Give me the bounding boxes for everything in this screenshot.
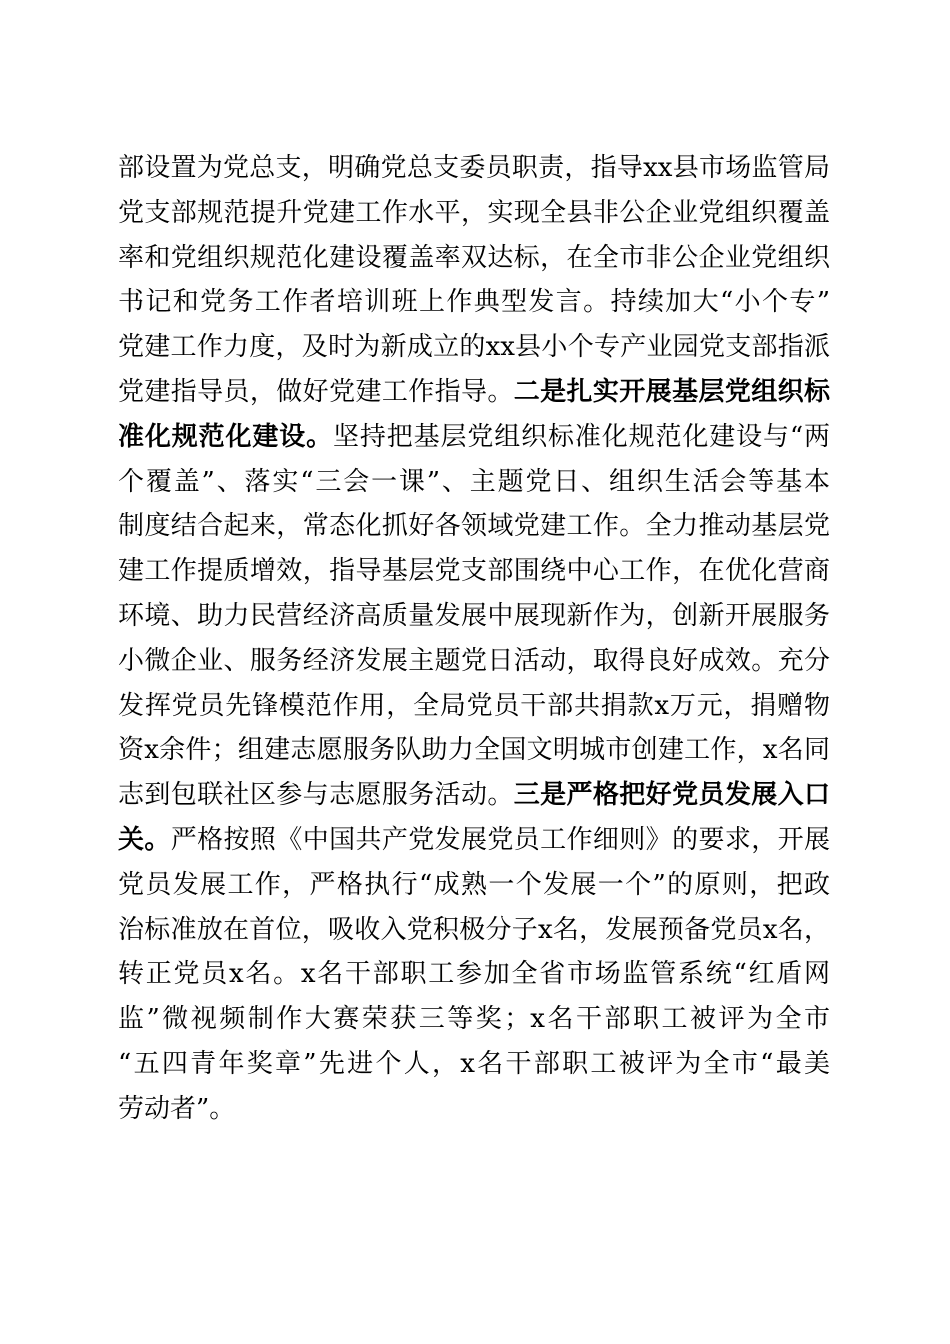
text-line bbox=[118, 1087, 830, 1132]
bold-heading-text: 关。 bbox=[118, 824, 171, 855]
body-text-segment: 书记和党务工作者培训班上作典型发言。持续加大“小个专” bbox=[118, 287, 830, 318]
text-line bbox=[118, 460, 830, 505]
text-line bbox=[118, 952, 830, 997]
body-text-segment: 资x余件；组建志愿服务队助力全国文明城市创建工作，x名同 bbox=[118, 735, 830, 766]
body-text-segment: 党建指导员，做好党建工作指导。 bbox=[118, 376, 514, 407]
text-line bbox=[118, 594, 830, 639]
bold-heading-text: 准化规范化建设。 bbox=[118, 421, 333, 452]
body-text-segment: 部设置为党总支，明确党总支委员职责，指导xx县市场监管局 bbox=[118, 153, 830, 183]
text-line bbox=[118, 818, 830, 863]
text-line bbox=[118, 370, 830, 415]
body-text-segment: 监”微视频制作大赛荣获三等奖；x名干部职工被评为全市 bbox=[118, 1004, 830, 1035]
body-text-segment: 个覆盖”、落实“三会一课”、主题党日、组织生活会等基本 bbox=[118, 466, 830, 497]
text-line bbox=[118, 639, 830, 684]
body-text-segment: 小微企业、服务经济发展主题党日活动，取得良好成效。充分 bbox=[118, 645, 830, 676]
text-line bbox=[118, 415, 830, 460]
text-line bbox=[118, 549, 830, 594]
text-line bbox=[118, 728, 830, 773]
text-line bbox=[118, 863, 830, 908]
body-text-segment: 发挥党员先锋模范作用，全局党员干部共捐款x万元，捐赠物 bbox=[118, 690, 830, 721]
text-line bbox=[118, 325, 830, 370]
text-line bbox=[118, 280, 830, 325]
body-text-segment: 环境、助力民营经济高质量发展中展现新作为，创新开展服务 bbox=[118, 600, 830, 631]
body-text-segment: “五四青年奖章”先进个人，x名干部职工被评为全市“最美 bbox=[118, 1048, 830, 1079]
text-line bbox=[118, 684, 830, 729]
body-text-segment: 坚持把基层党组织标准化规范化建设与“两 bbox=[332, 421, 830, 452]
body-text-segment: 制度结合起来，常态化抓好各领域党建工作。全力推动基层党 bbox=[118, 511, 830, 542]
body-text-segment: 党建工作力度，及时为新成立的xx县小个专产业园党支部指派 bbox=[118, 332, 830, 363]
body-text-segment: 党员发展工作，严格执行“成熟一个发展一个”的原则，把政 bbox=[118, 869, 830, 900]
body-text-segment: 严格按照《中国共产党发展党员工作细则》的要求，开展 bbox=[170, 824, 830, 855]
text-line bbox=[118, 773, 830, 818]
text-line bbox=[118, 146, 830, 191]
text-line bbox=[118, 236, 830, 281]
bold-heading-text: 三是严格把好党员发展入口 bbox=[513, 780, 830, 811]
body-text-segment: 志到包联社区参与志愿服务活动。 bbox=[118, 780, 514, 811]
body-text-segment: 治标准放在首位，吸收入党积极分子x名，发展预备党员x名， bbox=[118, 914, 830, 945]
body-text-segment: 转正党员x名。x名干部职工参加全省市场监管系统“红盾网 bbox=[118, 959, 830, 990]
bold-heading-text: 二是扎实开展基层党组织标 bbox=[513, 376, 830, 407]
body-text-segment: 建工作提质增效，指导基层党支部围绕中心工作，在优化营商 bbox=[118, 556, 830, 587]
body-text-segment: 率和党组织规范化建设覆盖率双达标，在全市非公企业党组织 bbox=[118, 242, 830, 273]
body-text-segment: 党支部规范提升党建工作水平，实现全县非公企业党组织覆盖 bbox=[118, 197, 830, 228]
body-text-segment: 劳动者”。 bbox=[118, 1093, 236, 1124]
text-line bbox=[118, 1042, 830, 1087]
body-text bbox=[118, 146, 830, 1132]
text-line bbox=[118, 908, 830, 953]
text-line bbox=[118, 997, 830, 1042]
text-line bbox=[118, 504, 830, 549]
text-line bbox=[118, 191, 830, 236]
